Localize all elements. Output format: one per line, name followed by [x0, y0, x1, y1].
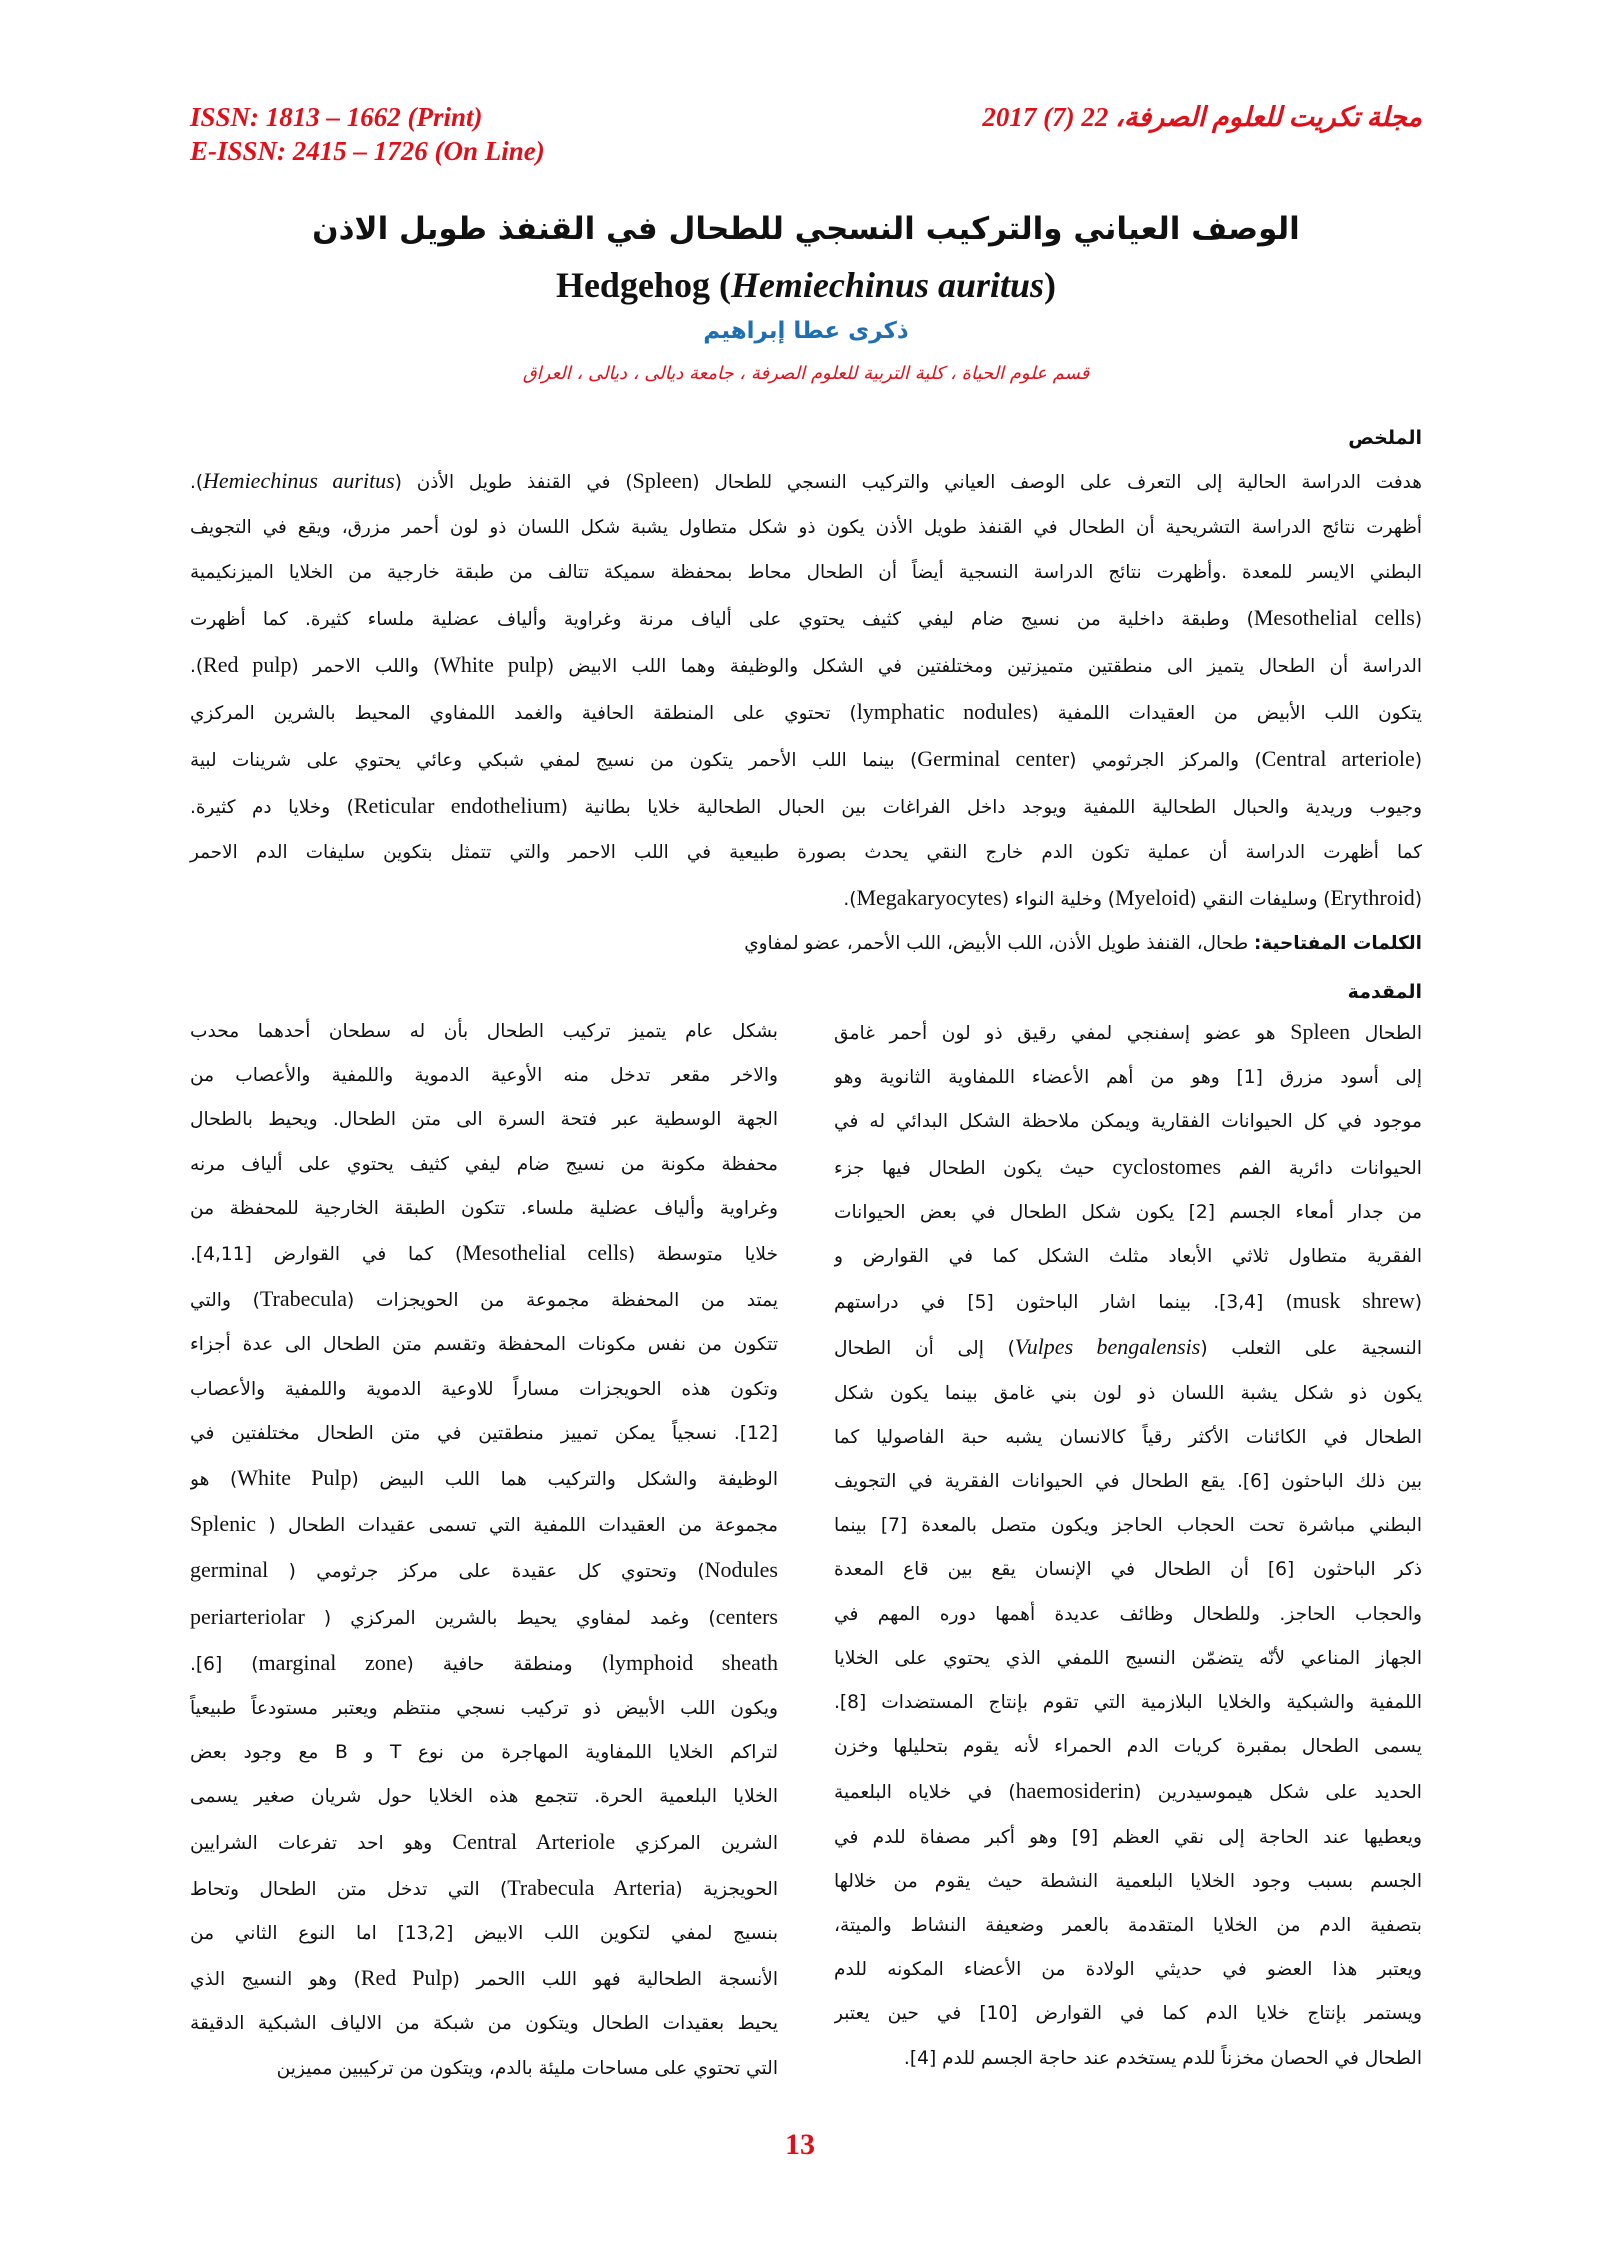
- latin-term: Trabecula Arteria: [507, 1874, 676, 1900]
- intro-line: الفقرية متطاول ثلاثي الأبعاد مثلث الشكل كما في القوارض و: [834, 1246, 1422, 1268]
- intro-line: النسجية على الثعلب (Vulpes bengalensis) إلى أن الطحال: [834, 1334, 1422, 1360]
- latin-term: germinal: [190, 1557, 269, 1583]
- title-block: [190, 205, 1422, 389]
- latin-term: periarteriolar: [190, 1603, 305, 1629]
- issn-block: [190, 100, 545, 168]
- intro-line: الأنسجة الطحالية فهو اللب االحمر (Red Pulp) وهو النسيج الذي: [190, 1965, 778, 1991]
- title-english: [190, 259, 1422, 311]
- intro-line: centers) وغمد لمفاوي يحيط بالشرين المركزي ( periarteriolar: [190, 1603, 778, 1629]
- intro-line: الحديد على شكل هيموسيدرين (haemosiderin) في خلاياه البلعمية: [834, 1778, 1422, 1804]
- intro-line: ويستمر بإنتاج خلايا الدم كما في القوارض [10] في حين يعتبر: [834, 2003, 1422, 2025]
- latin-term: Reticular endothelium: [353, 793, 561, 818]
- intro-line: خلايا متوسطة (Mesothelial cells) كما في القوارض [4,11].: [190, 1240, 778, 1266]
- latin-term: musk shrew: [1292, 1288, 1415, 1314]
- intro-line: ذكر الباحثون [6] أن الطحال في الإنسان يقع بين قاع المعدة: [834, 1559, 1422, 1581]
- intro-line: يحيط بعقيدات الطحال ويتكون من شبكة من الالياف الشبكية الدقيقة: [190, 2013, 778, 2035]
- intro-line: الحيوانات دائرية الفم cyclostomes حيث يكون الطحال فيها جزء: [834, 1153, 1422, 1179]
- intro-line: الطحال في الحصان مخزناً للدم يستخدم عند حاجة الجسم للدم [4].: [903, 2047, 1422, 2069]
- latin-term: marginal zone: [258, 1649, 407, 1675]
- latin-term: Erythroid: [1330, 885, 1415, 910]
- author-name: ذكرى عطا إبراهيم: [703, 318, 909, 344]
- latin-term: Mesothelial cells: [462, 1240, 628, 1266]
- abstract-line: (Erythroid) وسليفات النقي (Myeloid) وخلية النواء (Megakaryocytes).: [843, 885, 1422, 910]
- intro-line: موجود في كل الحيوانات الفقارية ويمكن ملاحظة الشكل البدائي له في: [834, 1111, 1422, 1133]
- intro-line: وتكون هذه الحويجزات مساراً للاوعية الدموية واللمفية والأعصاب: [190, 1378, 778, 1400]
- introduction-body: [190, 1010, 1422, 2079]
- intro-line: (musk shrew) [3,4]. بينما اشار الباحثون [5] في دراستهم: [834, 1288, 1422, 1314]
- intro-line: بشكل عام يتميز تركيب الطحال بأن له سطحان أحدهما محدب: [190, 1021, 778, 1042]
- latin-term: lymphatic nodules: [856, 699, 1032, 724]
- intro-line: الشرين المركزي Central Arteriole وهو احد تفرعات الشرايين: [190, 1828, 778, 1854]
- abstract-line: هدفت الدراسة الحالية إلى التعرف على الوصف العياني والتركيب النسجي للطحال (Spleen) في القنفذ طويل الأذن (Hemiechinus auritus).: [190, 468, 1422, 493]
- introduction-heading: المقدمة: [1347, 981, 1422, 1003]
- intro-line: يسمى الطحال بمقبرة كريات الدم الحمراء لأنه يقوم بتحليلها وخزن: [834, 1736, 1422, 1758]
- abstract-line: (Mesothelial cells) وطبقة داخلية من نسيج ضام ليفي كثيف يحتوي على ألياف مرنة وغراوية وألياف عضلية ملساء كثيرة. كما أظهرت: [190, 605, 1422, 630]
- latin-term: Splenic: [190, 1511, 256, 1537]
- intro-line: الحويجزية (Trabecula Arteria) التي تدخل متن الطحال وتحاط: [190, 1874, 778, 1900]
- latin-term: White pulp: [440, 652, 547, 677]
- latin-term: Spleen: [1290, 1019, 1351, 1044]
- page-number: 13: [785, 2128, 815, 2161]
- author-affiliation: قسم علوم الحياة ، كلية التربية للعلوم الصرفة ، جامعة ديالى ، ديالى ، العراق: [522, 363, 1090, 384]
- title-english-suffix: ): [1044, 265, 1057, 305]
- latin-term: Germinal center: [917, 746, 1070, 771]
- intro-line: لتراكم الخلايا اللمفاوية المهاجرة من نوع T و B مع وجود بعض: [190, 1742, 778, 1764]
- latin-term: Red pulp: [203, 652, 292, 677]
- abstract-line: أظهرت نتائج الدراسة التشريحية أن الطحال في القنفذ طويل الأذن يكون ذو شكل متطاول يشبة شكل اللسان ذو لون أحمر مزرق، ويقع في التجويف: [190, 517, 1422, 538]
- abstract-line: كما أظهرت الدراسة أن عملية تكون الدم خارج النقي يحدث بصورة طبيعية في اللب الاحمر والتي تتمثل بتكوين سليفات الدم الاحمر: [190, 842, 1422, 863]
- latin-term: Central Arteriole: [452, 1828, 616, 1854]
- intro-line: lymphoid sheath) ومنطقة حافية (marginal zone) [6].: [190, 1649, 778, 1675]
- keywords-label: الكلمات المفتاحية:: [1254, 933, 1422, 954]
- latin-term: Central arteriole: [1261, 746, 1415, 771]
- latin-term: Spleen: [632, 468, 693, 493]
- latin-term: Vulpes bengalensis: [1014, 1334, 1201, 1360]
- latin-term: Nodules: [704, 1557, 778, 1583]
- intro-line: يمتد من المحفظة مجموعة من الحويجزات (Trabecula) والتي: [190, 1286, 778, 1312]
- intro-line: يكون ذو شكل يشبة اللسان ذو لون بني غامق بينما يكون شكل: [834, 1382, 1422, 1404]
- latin-term: lymphoid sheath: [608, 1649, 778, 1675]
- intro-line: البطني مباشرة تحت الحجاب الحاجز ويكون متصل بالمعدة [7] بينما: [834, 1515, 1422, 1537]
- latin-term: Myeloid: [1114, 885, 1190, 910]
- abstract-line: البطني الايسر للمعدة .وأظهرت نتائج الدراسة النسجية أيضاً أن الطحال محاط بمحفظة سميكة تتالف من طبقة خارجية من الخلايا الميزنكيمية: [190, 562, 1422, 583]
- species-name: Hemiechinus auritus: [730, 265, 1045, 305]
- column-right: [834, 1010, 1422, 2081]
- keywords-list: طحال، القنفذ طويل الأذن، اللب الأبيض، اللب الأحمر، عضو لمفاوي: [744, 933, 1249, 954]
- keywords: [190, 926, 1422, 962]
- intro-line: والحجاب الحاجز. وللطحال وظائف عديدة أهمها دوره المهم في: [834, 1603, 1422, 1625]
- intro-line: والاخر مقعر تدخل منه الأوعية الدموية واللمفية والأعصاب من: [190, 1065, 778, 1087]
- intro-line: إلى أسود مزرق [1] وهو من أهم الأعضاء اللمفاوية الثانوية وهو: [834, 1067, 1422, 1089]
- intro-line: [12]. نسجياً يمكن تمييز منطقتين في متن الطحال مختلفتين في: [190, 1422, 778, 1444]
- latin-term: Trabecula: [259, 1286, 348, 1312]
- title-english-prefix: Hedgehog (: [555, 265, 731, 305]
- intro-line: بين ذلك الباحثون [6]. يقع الطحال في الحيوانات الفقرية في التجويف: [834, 1471, 1422, 1493]
- intro-line: محفظة مكونة من نسيج ضام ليفي كثيف يحتوي على ألياف مرنه: [190, 1153, 778, 1175]
- abstract-heading: الملخص: [1348, 427, 1422, 449]
- latin-term: haemosiderin: [1015, 1778, 1135, 1804]
- intro-line: بتصفية الدم من الخلايا المتقدمة بالعمر وضعيفة النشاط والميتة،: [834, 1915, 1422, 1937]
- latin-term: Mesothelial cells: [1253, 605, 1415, 630]
- latin-term: Megakaryocytes: [856, 885, 1002, 910]
- intro-line: الوظيفة والشكل والتركيب هما اللب البيض (White Pulp) هو: [190, 1465, 778, 1491]
- intro-line: بنسيج لمفي لتكوين اللب الابيض [13,2] اما النوع الثاني من: [190, 1923, 778, 1945]
- intro-line: ويعتبر هذا العضو في حديثي الولادة من الأعضاء المكونه للدم: [834, 1959, 1422, 1981]
- intro-line: وغراوية وألياف عضلية ملساء. تتكون الطبقة الخارجية للمحفظة من: [190, 1197, 778, 1219]
- latin-term: White Pulp: [237, 1465, 352, 1491]
- intro-line: اللمفية والشبكية والخلايا البلازمية التي تقوم بإنتاج المستضدات [8].: [834, 1692, 1422, 1714]
- issn-print: ISSN: 1813 – 1662 (Print): [190, 102, 483, 132]
- title-arabic: الوصف العياني والتركيب النسجي للطحال في القنفذ طويل الاذن: [312, 211, 1300, 247]
- issn-online: E-ISSN: 2415 – 1726 (On Line): [190, 136, 545, 166]
- intro-line: ويعطيها عند الحاجة إلى نقي العظم [9] وهو أكبر مصفاة للدم في: [834, 1826, 1422, 1848]
- abstract-body: [190, 458, 1422, 922]
- abstract-line: وجيوب وريدية والحبال الطحالية اللمفية ويوجد داخل الفراغات بين الحبال الطحالية خلايا بطانية (Reticular endothelium) وخلايا دم كثيرة.: [190, 793, 1423, 818]
- intro-line: الجهة الوسطية عبر فتحة السرة الى متن الطحال. ويحيط بالطحال: [190, 1109, 778, 1131]
- intro-line: الخلايا البلعمية الحرة. تتجمع هذه الخلايا حول شريان صغير يسمى: [190, 1786, 778, 1808]
- intro-line: الجسم بسبب وجود الخلايا البلعمية النشطة حيث يقوم من خلالها: [834, 1870, 1422, 1892]
- abstract-line: الدراسة أن الطحال يتميز الى منطقتين متميزتين ومختلفتين في الشكل والوظيفة وهما اللب الابيض (White pulp) واللب الاحمر (Red pulp).: [190, 652, 1422, 677]
- intro-line: الطحال في الكائنات الأكثر رقياً كالانسان يشبه حبة الفاصوليا كما: [834, 1426, 1422, 1448]
- column-left: [190, 1010, 778, 2091]
- intro-line: من جدار أمعاء الجسم [2] يكون شكل الطحال في بعض الحيوانات: [834, 1201, 1422, 1223]
- intro-line: تتكون من نفس مكونات المحفظة وتقسم متن الطحال الى عدة أجزاء: [190, 1334, 778, 1356]
- intro-line: الطحال Spleen هو عضو إسفنجي لمفي رقيق ذو لون أحمر غامق: [834, 1019, 1422, 1044]
- intro-line: الجهاز المناعي لأنّه يتضمّن النسيج اللمفي الذي يحتوي على الخلايا: [834, 1647, 1422, 1669]
- abstract-line: يتكون اللب الأبيض من العقيدات اللمفية (lymphatic nodules) تحتوي على المنطقة الحافية والغمد اللمفاوي المحيط بالشرين المركزي: [190, 699, 1422, 724]
- latin-term: Red Pulp: [360, 1965, 453, 1991]
- abstract-section: [190, 418, 1422, 1012]
- intro-line: التي تحتوي على مساحات مليئة بالدم، ويتكون من تركيبين مميزين: [276, 2057, 778, 2079]
- abstract-line: (Central arteriole) والمركز الجرثومي (Germinal center) بينما اللب الأحمر يتكون من نسيج لمفي شبكي وعائي يحتوي على شرينات لبية: [190, 746, 1422, 771]
- latin-term: centers: [715, 1603, 778, 1629]
- intro-line: مجموعة من العقيدات اللمفية التي تسمى عقيدات الطحال ( Splenic: [190, 1511, 778, 1537]
- journal-citation: مجلة تكريت للعلوم الصرفة، 22 (7) 2017: [982, 102, 1422, 132]
- latin-term: cyclostomes: [1112, 1153, 1222, 1179]
- latin-term: Hemiechinus auritus: [203, 468, 395, 493]
- intro-line: Nodules) وتحتوي كل عقيدة على مركز جرثومي ( germinal: [190, 1557, 778, 1583]
- intro-line: ويكون اللب الأبيض ذو تركيب نسجي منتظم ويعتبر مستودعاً طبيعياً: [190, 1698, 778, 1720]
